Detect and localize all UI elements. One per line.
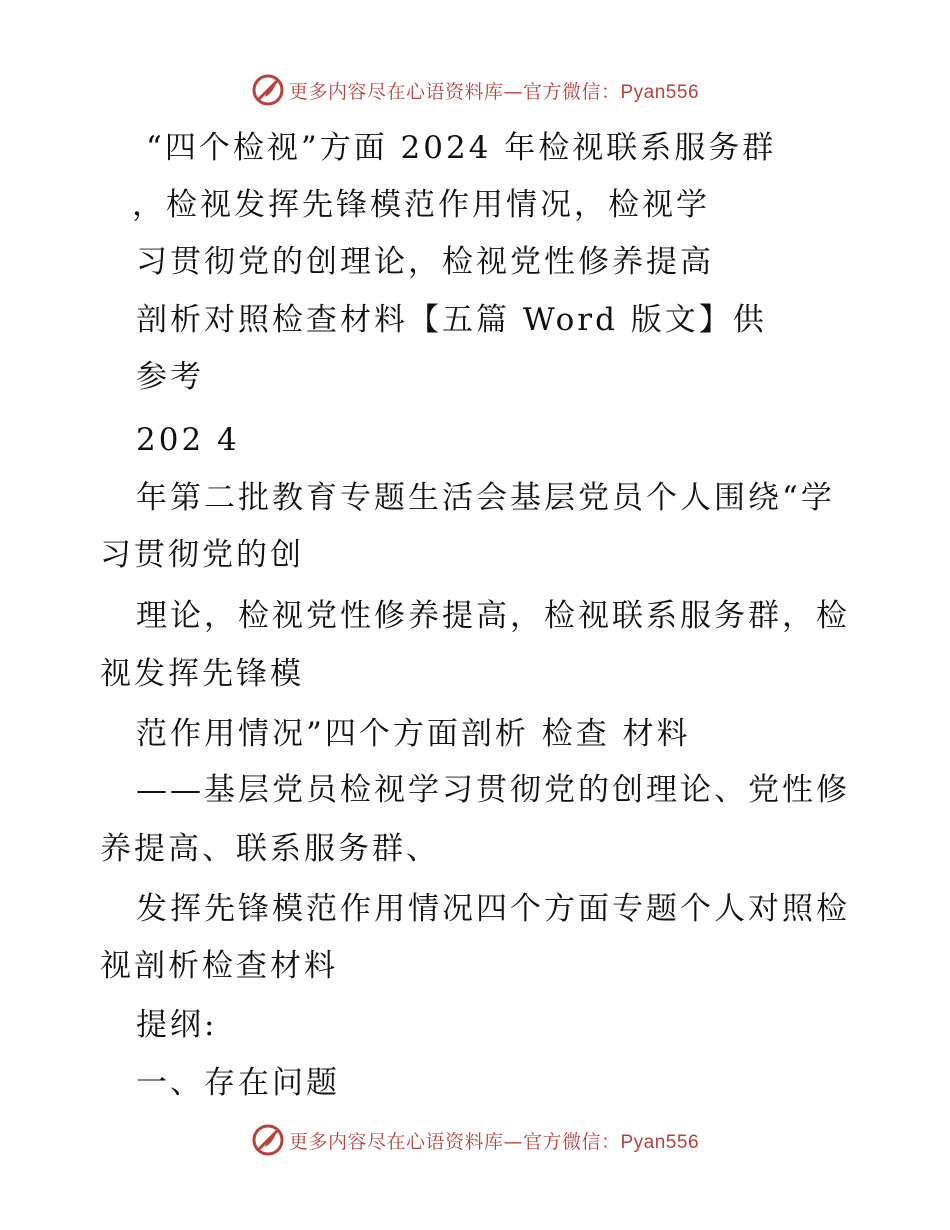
watermark-label: 官方微信： [522, 80, 621, 103]
watermark-main-text: 更多内容尽在心语资料库 [288, 80, 504, 103]
section-heading-1: 一、存在问题 [136, 1065, 340, 1101]
paragraph-2-line-b: 视发挥先锋模 [100, 656, 304, 692]
paragraph-5-line-a: 发挥先锋模范作用情况四个方面专题个人对照检 [136, 891, 850, 927]
footer-watermark [0, 1120, 950, 1160]
title-line-2: ，检视发挥先锋模范作用情况，检视学 [132, 187, 710, 223]
title-line-1: “四个检视”方面 2024 年检视联系服务群 [146, 130, 777, 166]
paragraph-1-line-a: 年第二批教育专题生活会基层党员个人围绕“学 [136, 480, 835, 516]
paragraph-4-line-b: 养提高、联系服务群、 [100, 831, 440, 867]
quill-logo-icon [251, 73, 285, 107]
watermark-wechat-id: Pyan556 [620, 1131, 700, 1153]
title-line-3: 习贯彻党的创理论，检视党性修养提高 [136, 244, 714, 280]
paragraph-5-line-b: 视剖析检查材料 [100, 948, 338, 984]
outline-label: 提纲: [136, 1007, 218, 1043]
watermark-label: 官方微信： [522, 1130, 621, 1153]
title-line-5: 参考 [136, 359, 204, 395]
watermark-wechat-id: Pyan556 [620, 81, 700, 103]
watermark-main-text: 更多内容尽在心语资料库 [288, 1130, 504, 1153]
header-watermark [0, 70, 950, 110]
watermark-text [289, 1127, 699, 1154]
year-line: 202 4 [136, 422, 240, 458]
paragraph-1-line-b: 习贯彻党的创 [100, 537, 304, 573]
watermark-dash: — [503, 80, 523, 103]
paragraph-2-line-a: 理论，检视党性修养提高，检视联系服务群，检 [136, 598, 850, 634]
paragraph-3: 范作用情况”四个方面剖析 检查 材料 [136, 716, 691, 752]
paragraph-4-line-a: ——基层党员检视学习贯彻党的创理论、党性修 [136, 772, 850, 808]
watermark-text [289, 77, 699, 104]
quill-logo-icon [251, 1123, 285, 1157]
watermark-dash: — [503, 1130, 523, 1153]
title-line-4: 剖析对照检查材料【五篇 Word 版文】供 [136, 302, 767, 338]
